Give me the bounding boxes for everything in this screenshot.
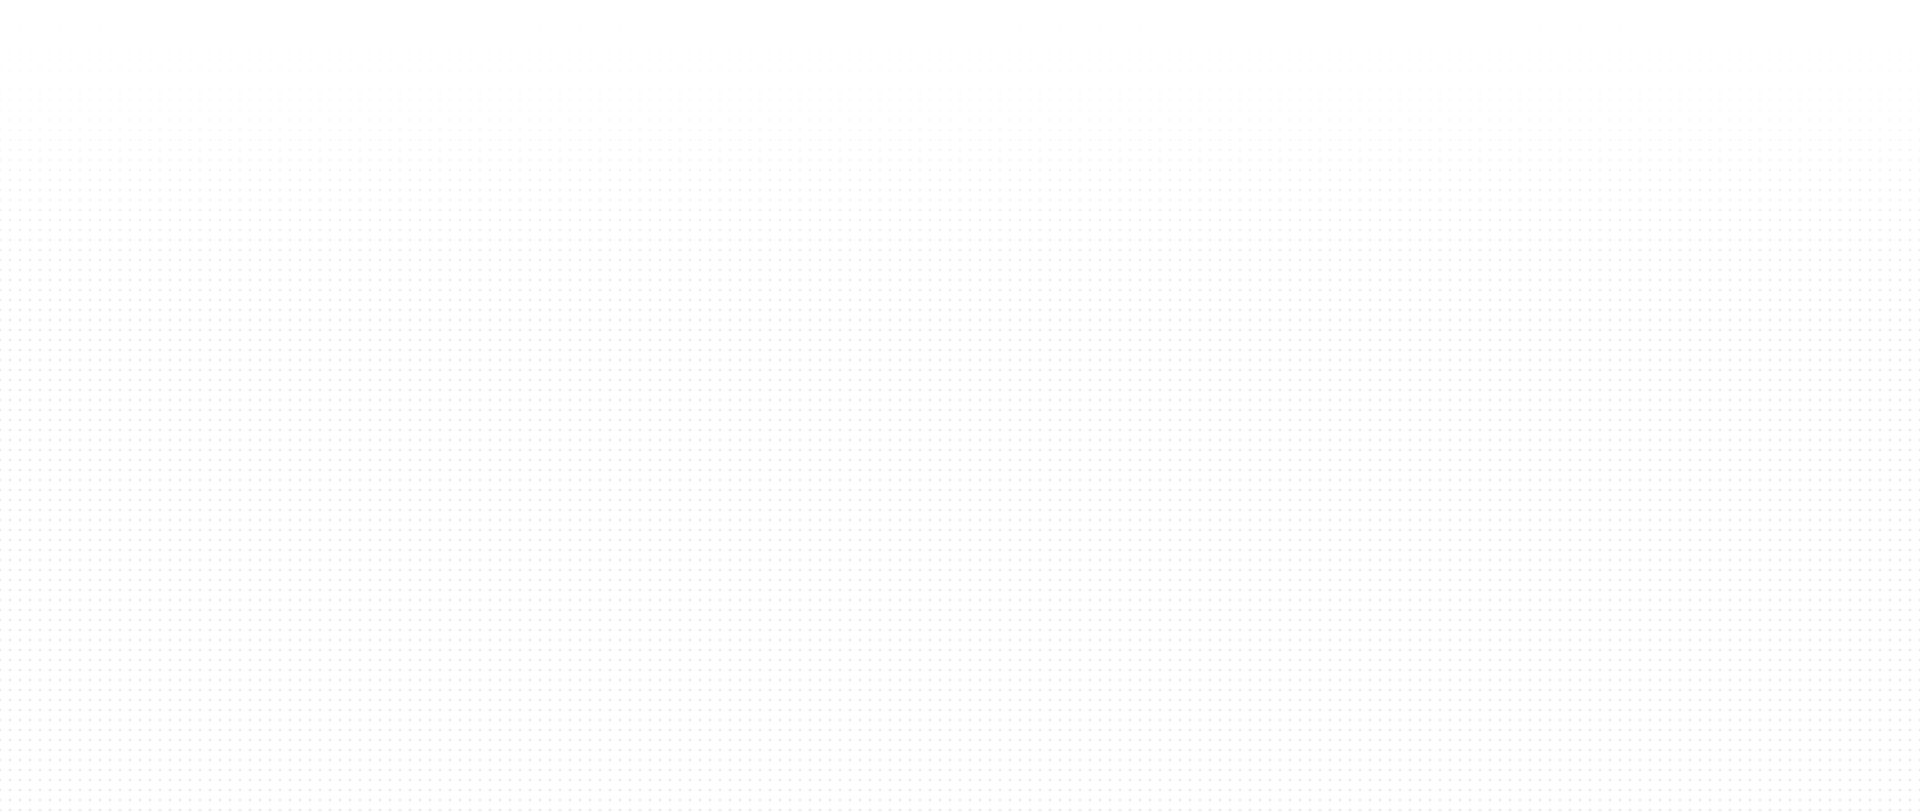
top-fade-overlay	[0, 0, 1920, 330]
